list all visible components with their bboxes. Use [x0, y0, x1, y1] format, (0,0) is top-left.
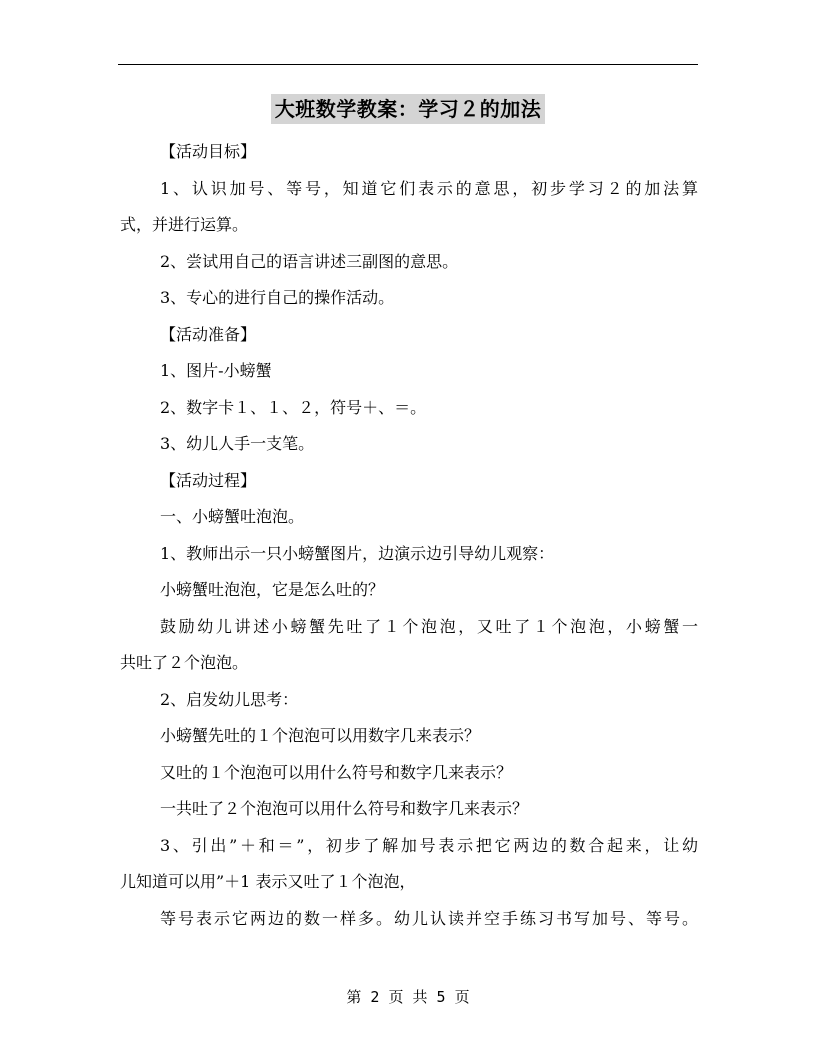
title-container — [0, 94, 816, 124]
paragraph-line: 式，并进行运算。 — [120, 215, 249, 234]
paragraph-line: 等号表示它两边的数一样多。幼儿认读并空手练习书写加号、等号。 — [160, 908, 698, 928]
paragraph-line: 2、启发幼儿思考： — [160, 689, 299, 709]
paragraph-line: 儿知道可以用”＋1 表示又吐了１个泡泡， — [120, 872, 416, 891]
paragraph-line: 一、小螃蟹吐泡泡。 — [160, 507, 305, 526]
paragraph-line: 小螃蟹吐泡泡，它是怎么吐的？ — [160, 580, 385, 599]
paragraph-line: 2、数字卡１、１、２，符号＋、＝。 — [160, 397, 427, 417]
section-heading-goals: 【活动目标】 — [160, 142, 257, 161]
page-number-footer: 第 2 页 共 5 页 — [346, 988, 470, 1006]
paragraph-line: 共吐了２个泡泡。 — [120, 653, 249, 672]
paragraph-line: 小螃蟹先吐的１个泡泡可以用数字几来表示？ — [160, 726, 481, 745]
paragraph-line: 3、幼儿人手一支笔。 — [160, 434, 315, 453]
paragraph-line: 1、图片-小螃蟹 — [160, 361, 272, 380]
paragraph-line: 鼓励幼儿讲述小螃蟹先吐了１个泡泡，又吐了１个泡泡，小螃蟹一 — [160, 616, 698, 636]
paragraph-line: 2、尝试用自己的语言讲述三副图的意思。 — [160, 251, 459, 271]
page-title: 大班数学教案：学习２的加法 — [271, 94, 546, 124]
section-heading-process: 【活动过程】 — [160, 470, 257, 490]
header-rule — [118, 64, 698, 65]
paragraph-line: 1、认识加号、等号，知道它们表示的意思，初步学习２的加法算 — [160, 178, 698, 198]
paragraph-line: 又吐的１个泡泡可以用什么符号和数字几来表示？ — [160, 762, 513, 782]
document-body — [120, 134, 698, 937]
paragraph-line: 1、教师出示一只小螃蟹图片，边演示边引导幼儿观察： — [160, 543, 555, 563]
paragraph-line: 3、专心的进行自己的操作活动。 — [160, 288, 395, 307]
paragraph-line: 3、引出”＋和＝”，初步了解加号表示把它两边的数合起来，让幼 — [160, 835, 698, 855]
section-heading-preparation: 【活动准备】 — [160, 324, 257, 344]
paragraph-line: 一共吐了２个泡泡可以用什么符号和数字几来表示？ — [160, 799, 529, 818]
